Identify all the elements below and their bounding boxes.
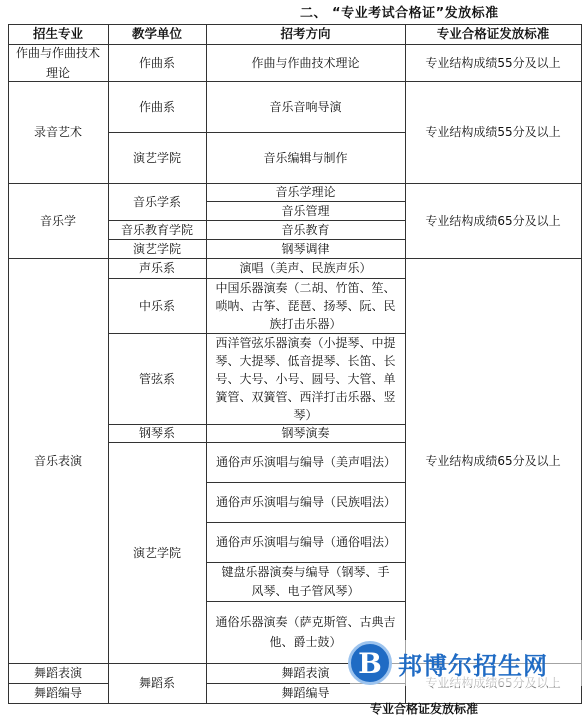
direction-recording-1: 音乐音响导演 bbox=[269, 99, 342, 114]
header-standard: 专业合格证发放标准 bbox=[436, 26, 550, 41]
major-recording-arts: 录音艺术 bbox=[33, 125, 82, 139]
direction-chinese-music: 中国乐器演奏（二胡、竹笛、笙、唢呐、古筝、琵琶、扬琴、阮、民族打击乐器） bbox=[215, 280, 396, 331]
table-border bbox=[206, 482, 406, 483]
major-dance-performance: 舞蹈表演 bbox=[33, 666, 82, 680]
unit-composition: 作曲系 bbox=[138, 55, 175, 70]
table-border bbox=[8, 24, 9, 704]
table-border bbox=[108, 333, 406, 334]
major-composition: 作曲与作曲技术理论 bbox=[15, 45, 100, 80]
direction-dance-performance: 舞蹈表演 bbox=[281, 666, 330, 680]
table-border bbox=[108, 278, 406, 279]
unit-vocal: 声乐系 bbox=[138, 261, 175, 275]
table-border bbox=[206, 201, 406, 202]
standard-composition: 专业结构成绩55分及以上 bbox=[425, 55, 561, 70]
unit-recording-1: 作曲系 bbox=[138, 99, 175, 114]
table-border bbox=[8, 183, 582, 184]
direction-composition: 作曲与作曲技术理论 bbox=[251, 55, 360, 70]
table-border bbox=[206, 24, 207, 704]
table-border bbox=[108, 424, 406, 425]
table-border bbox=[405, 24, 406, 704]
standard-musicology: 专业结构成绩65分及以上 bbox=[425, 213, 561, 228]
direction-vocal: 演唱（美声、民族声乐） bbox=[239, 261, 372, 275]
direction-musicology-4: 钢琴调律 bbox=[281, 241, 330, 256]
table-border bbox=[108, 132, 406, 133]
direction-pop-instruments: 通俗乐器演奏（萨克斯管、古典吉他、爵士鼓） bbox=[215, 615, 396, 649]
table-border bbox=[8, 81, 582, 82]
section-title: 二、 “专业考试合格证”发放标准 bbox=[300, 6, 499, 21]
header-unit: 教学单位 bbox=[131, 26, 182, 41]
table-border bbox=[108, 24, 109, 704]
direction-choreography: 舞蹈编导 bbox=[281, 686, 330, 700]
unit-musicology-3: 演艺学院 bbox=[132, 241, 181, 256]
standard-music-performance: 专业结构成绩65分及以上 bbox=[425, 453, 561, 468]
unit-dance: 舞蹈系 bbox=[138, 676, 175, 690]
direction-pop-folk: 通俗声乐演唱与编导（民族唱法） bbox=[216, 494, 397, 509]
unit-musicology-1: 音乐学系 bbox=[132, 194, 181, 209]
unit-piano: 钢琴系 bbox=[138, 426, 175, 440]
table-border bbox=[206, 562, 406, 563]
direction-recording-2: 音乐编辑与制作 bbox=[263, 150, 348, 165]
direction-pop-bel-canto: 通俗声乐演唱与编导（美声唱法） bbox=[216, 454, 397, 469]
unit-musicology-2: 音乐教育学院 bbox=[120, 222, 193, 237]
brand-name-text: 邦博尔招生网 bbox=[398, 651, 548, 680]
brand-logo-icon: B bbox=[348, 641, 392, 685]
table-border bbox=[108, 442, 406, 443]
direction-piano: 钢琴演奏 bbox=[281, 426, 330, 440]
unit-orchestra: 管弦系 bbox=[138, 371, 175, 386]
table-border bbox=[108, 239, 406, 240]
major-choreography: 舞蹈编导 bbox=[33, 686, 82, 700]
table-border bbox=[8, 24, 582, 25]
table-border bbox=[581, 24, 582, 704]
unit-chinese-music: 中乐系 bbox=[138, 298, 175, 313]
table-border bbox=[8, 703, 582, 704]
table-border bbox=[8, 44, 582, 45]
direction-musicology-1: 音乐学理论 bbox=[275, 185, 336, 199]
table-border bbox=[206, 522, 406, 523]
brand-name bbox=[398, 646, 550, 681]
direction-musicology-3: 音乐教育 bbox=[281, 222, 330, 237]
major-musicology: 音乐学 bbox=[39, 213, 76, 228]
header-major: 招生专业 bbox=[32, 26, 83, 41]
cut-off-text: 专业合格证发放标准 bbox=[370, 702, 479, 716]
direction-pop-pop: 通俗声乐演唱与编导（通俗唱法） bbox=[216, 534, 397, 549]
watermark bbox=[348, 637, 584, 689]
unit-performing-arts: 演艺学院 bbox=[132, 545, 181, 560]
unit-recording-2: 演艺学院 bbox=[132, 150, 181, 165]
direction-musicology-2: 音乐管理 bbox=[281, 203, 330, 218]
header-direction: 招考方向 bbox=[280, 26, 331, 41]
table-border bbox=[206, 601, 406, 602]
table-border bbox=[8, 258, 582, 259]
table-border bbox=[8, 683, 108, 684]
table-border bbox=[108, 220, 406, 221]
major-music-performance: 音乐表演 bbox=[33, 453, 82, 468]
direction-keyboard: 键盘乐器演奏与编导（钢琴、手风琴、电子管风琴） bbox=[221, 564, 390, 598]
standard-recording-arts: 专业结构成绩55分及以上 bbox=[425, 125, 561, 139]
direction-orchestra: 西洋管弦乐器演奏（小提琴、中提琴、大提琴、低音提琴、长笛、长号、大号、小号、圆号、大管、单簧管、双簧管、西洋打击乐器、竖琴） bbox=[215, 335, 396, 422]
